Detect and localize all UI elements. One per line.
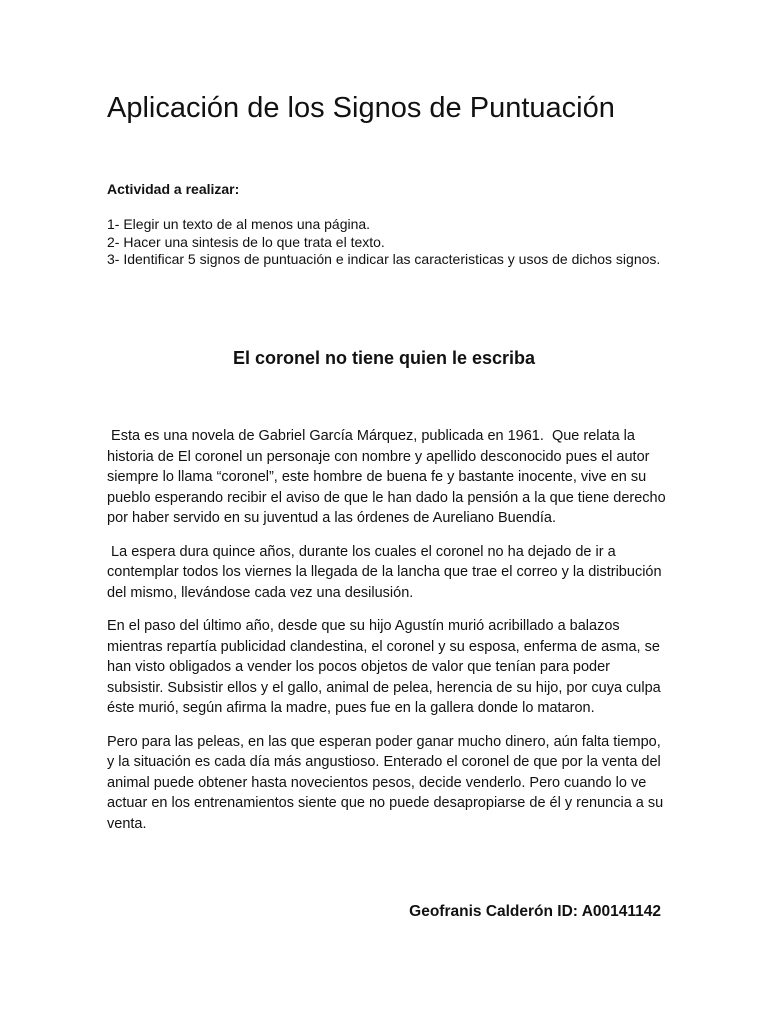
task-item: 1- Elegir un texto de al menos una página.: [107, 216, 371, 232]
author-line: Geofranis Calderón ID: A00141142: [409, 903, 661, 920]
activity-heading: Actividad a realizar:: [107, 181, 240, 197]
section-title: El coronel no tiene quien le escriba: [232, 348, 536, 368]
document-title: Aplicación de los Signos de Puntuación: [107, 92, 615, 124]
task-item: 3- Identificar 5 signos de puntuación e indicar las caracteristicas y usos de dichos signos.: [107, 251, 661, 267]
body-paragraph: La espera dura quince años, durante los cuales el coronel no ha dejado de ir a contemplar todos los viernes la llegada de la lancha que trae el correo y la distribución del mismo, llevándose cada vez una desilusión.: [107, 543, 666, 601]
body-text: [107, 426, 670, 847]
body-paragraph: En el paso del último año, desde que su hijo Agustín murió acribillado a balazos mientras repartía publicidad clandestina, el coronel y su esposa, enferma de asma, se han visto obligados a vender los pocos objetos de valor que tenían para poder subsistir. Subsistir ellos y el gallo, animal de pelea, herencia de su hijo, por cuya culpa éste murió, según afirma la madre, pues fue en la gallera donde lo mataron.: [107, 618, 661, 716]
body-paragraph: Pero para las peleas, en las que esperan poder ganar mucho dinero, aún falta tiempo, y la situación es cada día más angustioso. Enterado el coronel de que por la venta del animal puede obtener hasta novecientos pesos, decide venderlo. Pero cuando lo ve actuar en los entrenamientos siente que no puede desapropiarse de él y renuncia a su venta.: [107, 733, 664, 832]
body-paragraph: Esta es una novela de Gabriel García Márquez, publicada en 1961. Que relata la historia de El coronel un personaje con nombre y apellido desconocido pues el autor siempre lo llama “coronel”, este hombre de buena fe y bastante inocente, vive en su pueblo esperando recibir el aviso de que le han dado la pensión a la que tiene derecho por haber servido en su juventud a las órdenes de Aureliano Buendía.: [107, 428, 670, 526]
task-item: 2- Hacer una sintesis de lo que trata el texto.: [107, 233, 385, 250]
task-list: [107, 216, 667, 269]
